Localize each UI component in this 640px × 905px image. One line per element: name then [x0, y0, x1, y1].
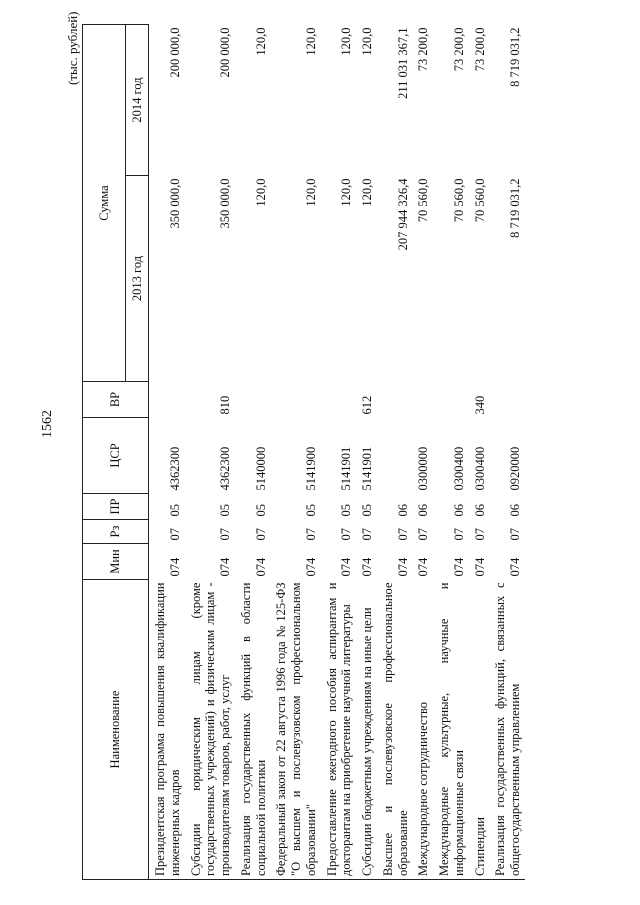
row-sum-2013: 70 560,0	[472, 178, 487, 223]
row-vr: 612	[360, 395, 374, 415]
row-sum-2014: 8 719 031,2	[508, 27, 522, 87]
row-sum-2013: 350 000,0	[167, 178, 182, 229]
row-vr	[149, 382, 185, 418]
row-csr: 0920000	[508, 446, 522, 491]
header-name: Наименование	[83, 580, 149, 880]
row-pr: 05	[339, 504, 354, 517]
row-rz: 07	[360, 528, 374, 541]
row-pr: 06	[395, 504, 410, 517]
row-min: 074	[218, 557, 232, 577]
row-sum-2014: 120,0	[360, 27, 374, 56]
row-pr: 06	[416, 504, 431, 517]
row-name: Президентская программа повышения квалификации инженерных кадров	[149, 580, 185, 880]
row-pr: 06	[472, 504, 487, 517]
row-csr: 0300000	[416, 446, 431, 491]
row-min: 074	[451, 557, 466, 577]
row-rz: 07	[395, 528, 410, 541]
row-sum-2014: 120,0	[339, 27, 354, 56]
row-rz: 07	[167, 528, 182, 541]
budget-table	[82, 24, 525, 880]
row-sum-2014: 211 031 367,1	[395, 27, 410, 99]
header-min: Мин	[83, 544, 149, 580]
row-name: Международные культурные, научные и информационные связи	[433, 580, 469, 880]
row-rz: 07	[303, 528, 318, 541]
header-csr: ЦСР	[83, 418, 149, 494]
row-name: Предоставление ежегодного пособия аспирантам и докторантам на приобретение научной литературы	[321, 580, 357, 880]
row-vr	[235, 382, 271, 418]
row-name: Субсидии бюджетным учреждениям на иные цели	[356, 580, 377, 880]
header-2013: 2013 год	[126, 176, 149, 382]
row-name: Высшее и послевузовское профессиональное образование	[377, 580, 413, 880]
row-vr: 810	[218, 395, 232, 415]
row-rz: 07	[218, 528, 232, 541]
row-sum-2013: 207 944 326,4	[395, 178, 410, 251]
row-sum-2014: 200 000,0	[167, 27, 182, 78]
row-csr: 0300400	[472, 446, 487, 491]
row-name: Федеральный закон от 22 августа 1996 года № 125-ФЗ "О высшем и послевузовском профессиональном образовании"	[270, 580, 320, 880]
row-rz: 07	[472, 528, 487, 541]
row-name: Реализация государственных функций, связанных с общегосударственным управлением	[489, 580, 525, 880]
row-sum-2013: 350 000,0	[218, 178, 232, 229]
header-rz: Рз	[83, 520, 149, 544]
table-row	[489, 25, 525, 880]
row-csr: 5141901	[360, 446, 374, 491]
unit-note: (тыс. рублей)	[65, 11, 80, 85]
row-min: 074	[416, 557, 431, 577]
table-row	[433, 25, 469, 880]
table-row	[469, 25, 490, 880]
row-pr: 06	[451, 504, 466, 517]
table-body	[149, 25, 525, 880]
row-vr	[412, 382, 433, 418]
row-sum-2013: 70 560,0	[451, 178, 466, 223]
table-row	[235, 25, 271, 880]
row-sum-2013: 8 719 031,2	[508, 178, 522, 238]
row-vr	[489, 382, 525, 418]
row-min: 074	[508, 557, 522, 577]
header-vr: ВР	[83, 382, 149, 418]
row-min: 074	[303, 557, 318, 577]
table-row	[377, 25, 413, 880]
row-csr: 5140000	[253, 446, 268, 491]
table-row	[321, 25, 357, 880]
row-csr: 5141901	[339, 446, 354, 491]
row-rz: 07	[451, 528, 466, 541]
row-vr	[270, 382, 320, 418]
row-vr	[433, 382, 469, 418]
row-sum-2014: 120,0	[253, 27, 268, 56]
row-name: Международное сотрудничество	[412, 580, 433, 880]
row-rz: 07	[416, 528, 431, 541]
row-rz: 07	[339, 528, 354, 541]
row-pr: 05	[303, 504, 318, 517]
row-vr	[377, 382, 413, 418]
row-min: 074	[472, 557, 487, 577]
row-pr: 05	[218, 504, 232, 517]
row-vr	[321, 382, 357, 418]
row-csr: 5141900	[303, 446, 318, 491]
row-min: 074	[253, 557, 268, 577]
row-sum-2013: 70 560,0	[416, 178, 431, 223]
row-csr: 4362300	[218, 446, 232, 491]
row-name: Стипендии	[469, 580, 490, 880]
table-row	[412, 25, 433, 880]
row-pr: 05	[167, 504, 182, 517]
row-sum-2014: 73 200,0	[451, 27, 466, 72]
row-sum-2013: 120,0	[339, 178, 354, 207]
row-sum-2013: 120,0	[360, 178, 374, 207]
row-sum-2014: 200 000,0	[218, 27, 232, 78]
row-pr: 05	[360, 504, 374, 517]
header-sum: Сумма	[83, 25, 126, 382]
budget-table-sheet	[82, 25, 552, 880]
row-pr: 05	[253, 504, 268, 517]
row-min: 074	[339, 557, 354, 577]
row-vr: 340	[472, 395, 487, 415]
row-sum-2014: 120,0	[303, 27, 318, 56]
row-name: Реализация государственных функций в области социальной политики	[235, 580, 271, 880]
row-csr: 0300400	[451, 446, 466, 491]
table-row	[270, 25, 320, 880]
row-csr: 4362300	[167, 446, 182, 491]
row-csr	[377, 418, 413, 494]
header-2014: 2014 год	[126, 25, 149, 176]
row-min: 074	[395, 557, 410, 577]
table-row	[356, 25, 377, 880]
header-pr: ПР	[83, 494, 149, 520]
row-sum-2014: 73 200,0	[416, 27, 431, 72]
row-sum-2013: 120,0	[303, 178, 318, 207]
table-row	[185, 25, 235, 880]
table-row	[149, 25, 185, 880]
row-rz: 07	[508, 528, 522, 541]
row-min: 074	[360, 557, 374, 577]
row-rz: 07	[253, 528, 268, 541]
row-name: Субсидии юридическим лицам (кроме государственных учреждений) и физическим лицам - производителям товаров, работ, услуг	[185, 580, 235, 880]
row-sum-2013: 120,0	[253, 178, 268, 207]
row-sum-2014: 73 200,0	[472, 27, 487, 72]
row-min: 074	[167, 557, 182, 577]
page-number: 1562	[40, 410, 55, 438]
row-pr: 06	[508, 504, 522, 517]
